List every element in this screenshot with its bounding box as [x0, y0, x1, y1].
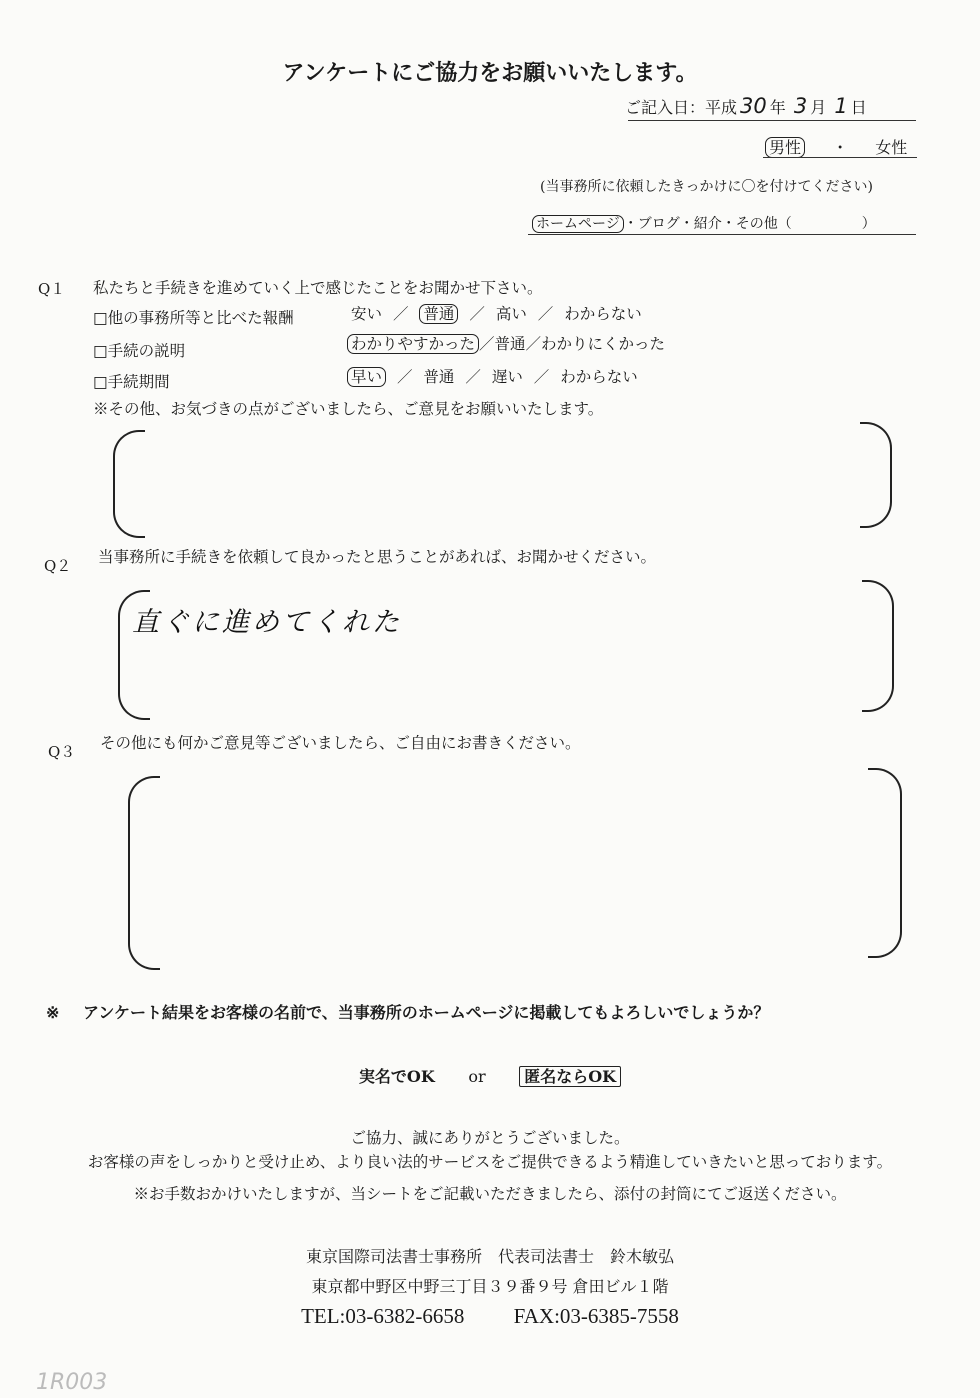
q1-fee-sep: ／ — [537, 305, 554, 323]
date-year[interactable]: 30 — [740, 94, 767, 118]
q1-explain-option-clear[interactable]: わかりやすかった — [347, 334, 479, 354]
gender-choice — [765, 135, 907, 158]
document-stamp: 1R003 — [36, 1370, 108, 1395]
q3-text: その他にも何かご意見等ございましたら、ご自由にお書きください。 — [100, 734, 581, 752]
q1-comment-bracket-left — [113, 430, 145, 538]
q3-answer-bracket-right — [868, 768, 902, 958]
source-homepage-option[interactable]: ホームページ — [532, 215, 624, 233]
date-line — [625, 94, 867, 118]
q2-answer-field[interactable]: 直ぐに進めてくれた — [132, 607, 402, 638]
source-separator: ・ — [623, 216, 638, 232]
q2-text: 当事務所に手続きを依頼して良かったと思うことがあれば、お聞かせください。 — [98, 548, 657, 566]
q1-label: Q１ — [38, 280, 66, 298]
date-underline — [628, 120, 916, 121]
q1-text: 私たちと手続きを進めていく上で感じたことをお聞かせ下さい。 — [93, 279, 543, 297]
closing-message: お客様の声をしっかりと受け止め、より良い法的サービスをご提供できるよう精進していきたいと思っております。 — [87, 1153, 893, 1171]
publish-or: or — [468, 1067, 486, 1086]
date-year-unit: 年 — [769, 98, 786, 117]
office-address: 東京都中野区中野三丁目３９番９号 倉田ビル１階 — [311, 1277, 669, 1296]
closing-return-note: ※お手数おかけいたしますが、当シートをご記載いただきましたら、添付の封筒にてご返送ください。 — [133, 1185, 847, 1203]
office-fax: FAX:03-6385-7558 — [513, 1304, 679, 1328]
q1-comment-bracket-right — [860, 422, 892, 528]
publish-choice — [0, 1064, 980, 1087]
q1-fee-option-normal[interactable]: 普通 — [419, 304, 458, 324]
q1-fee-option-cheap[interactable]: 安い — [351, 305, 383, 323]
publish-mark: ※ — [46, 1003, 60, 1022]
q1-explain-label: □手続の説明 — [93, 342, 186, 360]
date-day-unit: 日 — [850, 98, 867, 117]
source-other-options[interactable]: ブログ・紹介・その他（ ） — [637, 216, 876, 232]
q1-fee-option-unknown[interactable]: わからない — [564, 305, 642, 323]
closing-thanks: ご協力、誠にありがとうございました。 — [350, 1129, 630, 1147]
date-day[interactable]: 1 — [834, 94, 848, 118]
office-name: 東京国際司法書士事務所 代表司法書士 鈴木敏弘 — [305, 1247, 674, 1266]
page-title: アンケートにご協力をお願いいたします。 — [282, 60, 698, 86]
q3-answer-bracket-left — [128, 776, 160, 970]
gender-underline — [763, 157, 917, 158]
q1-period-label: □手続期間 — [93, 373, 170, 391]
q1-period-sep: ／ — [396, 368, 413, 386]
office-tel: TEL:03-6382-6658 — [301, 1304, 465, 1328]
q1-fee-sep: ／ — [469, 305, 485, 323]
q1-period-sep: ／ — [533, 368, 550, 386]
publish-option-anonymous[interactable]: 匿名ならOK — [519, 1066, 621, 1087]
q3-label: Q３ — [48, 743, 76, 761]
q1-explain-options — [347, 332, 665, 354]
source-line — [532, 213, 876, 233]
date-label: ご記入日：平成 — [625, 98, 738, 117]
gender-female-option[interactable]: 女性 — [875, 138, 908, 157]
publish-question-text: アンケート結果をお客様の名前で、当事務所のホームページに掲載してもよろしいでしょうか？ — [82, 1003, 770, 1022]
q1-note: ※その他、お気づきの点がございましたら、ご意見をお願いいたします。 — [93, 400, 604, 418]
q2-label: Q２ — [44, 557, 72, 575]
q1-explain-option-rest[interactable]: ／普通／わかりにくかった — [479, 335, 666, 353]
date-month-unit: 月 — [810, 98, 827, 117]
source-note: (当事務所に依頼したきっかけに〇を付けてください) — [540, 179, 873, 195]
q1-period-option-slow[interactable]: 遅い — [491, 368, 523, 386]
publish-option-real-name[interactable]: 実名でOK — [358, 1067, 435, 1086]
source-underline — [528, 234, 916, 235]
gender-male-option[interactable]: 男性 — [765, 137, 805, 158]
q1-period-options — [347, 365, 638, 387]
office-contact — [0, 1304, 980, 1329]
q1-period-option-fast[interactable]: 早い — [347, 367, 386, 387]
q1-period-option-unknown[interactable]: わからない — [560, 368, 638, 386]
q1-fee-options — [351, 302, 642, 324]
q1-period-sep: ／ — [465, 368, 481, 386]
q2-answer-bracket-right — [862, 580, 894, 712]
q1-period-option-normal[interactable]: 普通 — [423, 368, 455, 386]
q1-fee-label: □他の事務所等と比べた報酬 — [93, 309, 294, 327]
date-month[interactable]: 3 — [793, 94, 808, 118]
publish-question — [46, 1000, 769, 1023]
q1-fee-sep: ／ — [392, 305, 409, 323]
gender-separator: ・ — [832, 138, 849, 157]
q1-fee-option-high[interactable]: 高い — [495, 305, 527, 323]
